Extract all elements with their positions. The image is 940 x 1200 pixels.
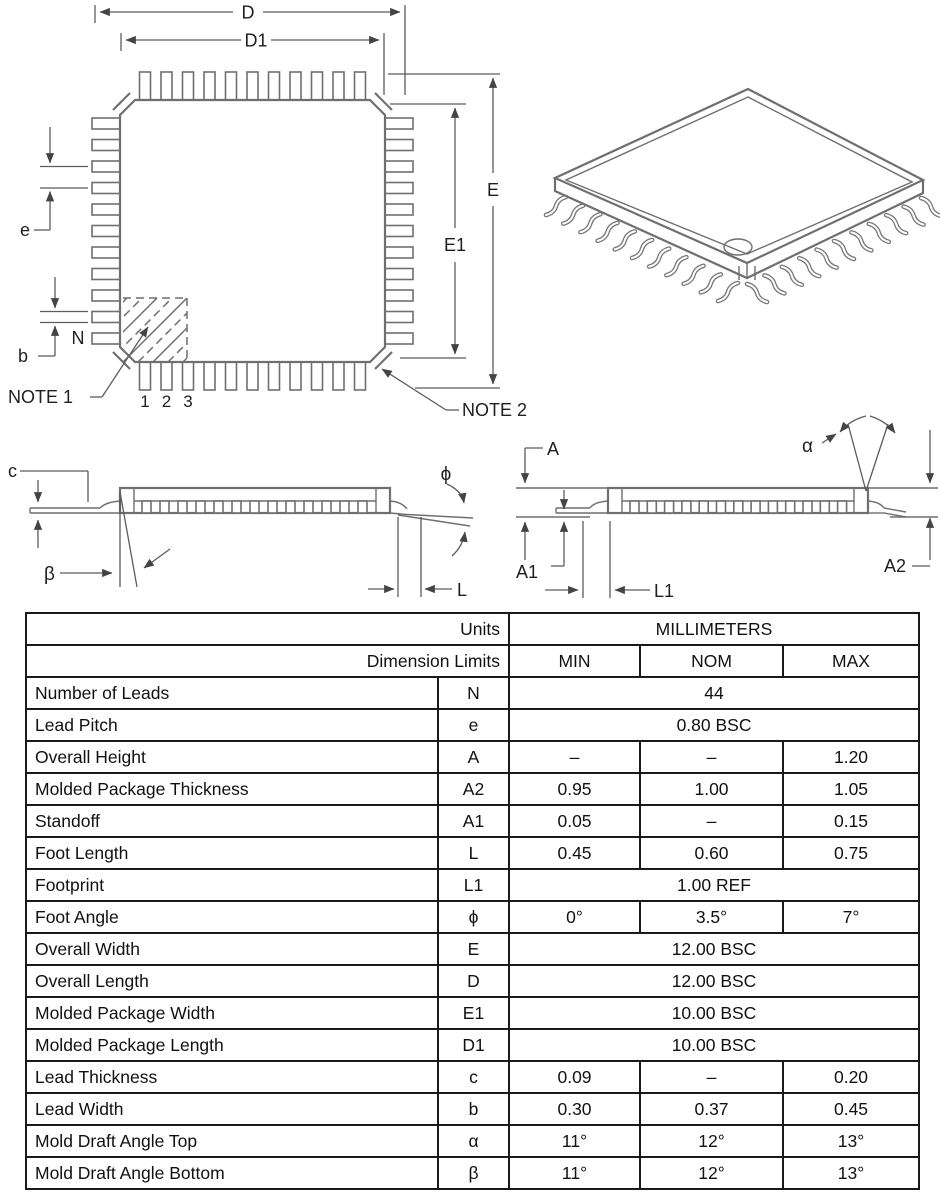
dim-label-alpha: α [802, 436, 813, 457]
lead-tab [768, 501, 777, 513]
lead-tab [340, 501, 349, 513]
hatch-line [183, 298, 247, 362]
dim-label-c: c [8, 461, 17, 481]
pin [204, 362, 215, 390]
lead-curve [868, 501, 884, 508]
pin1-number: 1 [140, 392, 150, 411]
dim-name: Mold Draft Angle Bottom [26, 1157, 438, 1189]
dimension-e-pitch [20, 127, 88, 240]
dim-symbol: E [438, 933, 509, 965]
pin [333, 72, 344, 100]
dim-nom: 0.37 [640, 1093, 783, 1125]
dim-min: 11° [509, 1157, 640, 1189]
table-row [26, 805, 919, 837]
dim-value: 10.00 BSC [509, 997, 919, 1029]
dim-max: 13° [783, 1157, 919, 1189]
pin [247, 362, 258, 390]
table-row [26, 1157, 919, 1189]
dim-nom: 1.00 [640, 773, 783, 805]
dimension-arc [840, 416, 866, 432]
pin [355, 362, 366, 390]
dim-symbol: A1 [438, 805, 509, 837]
dimension-alpha [802, 416, 895, 491]
col-min: MIN [509, 645, 640, 677]
dim-min: 0.09 [509, 1061, 640, 1093]
dim-value: 44 [509, 677, 919, 709]
dim-name: Molded Package Length [26, 1029, 438, 1061]
dim-label-L: L [457, 580, 468, 600]
lead-tab [682, 501, 691, 513]
pin [385, 183, 413, 194]
lead-tab [751, 501, 760, 513]
dim-name: Standoff [26, 805, 438, 837]
dim-label-b: b [18, 346, 29, 366]
pin [140, 362, 151, 390]
note2-label: NOTE 2 [462, 400, 528, 420]
pin-row-bottom [140, 362, 366, 390]
lead-tab [250, 501, 259, 513]
dim-symbol: β [438, 1157, 509, 1189]
dim-label-beta: β [44, 564, 55, 585]
dimension-table [25, 612, 920, 1190]
dim-min: – [509, 741, 640, 773]
pin [385, 333, 413, 344]
lead-tab [699, 501, 708, 513]
pin [385, 204, 413, 215]
pin [385, 161, 413, 172]
side-view-right [516, 416, 938, 601]
lead-tab [178, 501, 187, 513]
dimension-b [18, 277, 88, 366]
pin-n-label: N [71, 328, 85, 348]
dim-min: 0° [509, 901, 640, 933]
pin [385, 226, 413, 237]
lead-tab [665, 501, 674, 513]
dim-symbol: L [438, 837, 509, 869]
dim-symbol: D1 [438, 1029, 509, 1061]
dim-value: 0.80 BSC [509, 709, 919, 741]
dim-label-L1: L1 [654, 581, 675, 601]
dim-name: Mold Draft Angle Top [26, 1125, 438, 1157]
dim-name: Foot Length [26, 837, 438, 869]
dim-name: Lead Width [26, 1093, 438, 1125]
pin [385, 247, 413, 258]
lead-tab [786, 501, 795, 513]
pin [161, 72, 172, 100]
table-header-units [26, 613, 919, 645]
lead-tab [214, 501, 223, 513]
lead-tab [232, 501, 241, 513]
pin [183, 72, 194, 100]
lead-tab [838, 501, 847, 513]
pin [269, 72, 280, 100]
dim-symbol: α [438, 1125, 509, 1157]
pin-row-right [385, 118, 413, 344]
dim-name: Lead Thickness [26, 1061, 438, 1093]
dimension-c [8, 461, 88, 548]
side-view-left [8, 461, 473, 600]
lead-tab [820, 501, 829, 513]
dim-symbol: e [438, 709, 509, 741]
dimension-A [525, 439, 559, 560]
table-row [26, 1093, 919, 1125]
angle-slant-line [866, 424, 888, 491]
pin [92, 269, 120, 280]
pin [290, 72, 301, 100]
pin3-number: 3 [183, 392, 193, 411]
foot-top [884, 508, 906, 512]
dimension-A1 [516, 490, 564, 582]
dim-min: 11° [509, 1125, 640, 1157]
leader-arrow [382, 369, 446, 410]
note1-label: NOTE 1 [8, 387, 74, 407]
dim-name: Foot Angle [26, 901, 438, 933]
dim-max: 0.45 [783, 1093, 919, 1125]
pin [247, 72, 258, 100]
lead-tab [630, 501, 639, 513]
pin [183, 362, 194, 390]
table-row [26, 997, 919, 1029]
limits-label: Dimension Limits [26, 645, 509, 677]
table-row [26, 1061, 919, 1093]
dim-nom: – [640, 741, 783, 773]
dim-symbol: N [438, 677, 509, 709]
dim-min: 0.05 [509, 805, 640, 837]
isometric-view [546, 89, 940, 302]
dim-name: Footprint [26, 869, 438, 901]
pin-row-left [92, 118, 120, 344]
dim-name: Overall Height [26, 741, 438, 773]
lead-curve [100, 501, 120, 508]
pin [92, 333, 120, 344]
lead-tab [196, 501, 205, 513]
lead-tab [717, 501, 726, 513]
dim-symbol: b [438, 1093, 509, 1125]
pin [92, 161, 120, 172]
pin [92, 247, 120, 258]
dim-symbol: ϕ [438, 901, 509, 933]
pin [92, 290, 120, 301]
dimension-arc [452, 532, 465, 556]
dim-label-E: E [486, 180, 500, 200]
dim-label-D1: D1 [244, 30, 268, 51]
table-row [26, 933, 919, 965]
table-row [26, 1029, 919, 1061]
pin [226, 362, 237, 390]
dim-nom: 0.60 [640, 837, 783, 869]
note2-callout [382, 369, 527, 420]
dim-nom: 3.5° [640, 901, 783, 933]
pin [385, 312, 413, 323]
dimension-A2 [884, 430, 930, 576]
dim-name: Overall Length [26, 965, 438, 997]
dim-symbol: A2 [438, 773, 509, 805]
package-body-outline [120, 100, 385, 362]
hatch-line [153, 298, 217, 362]
dim-min: 0.45 [509, 837, 640, 869]
col-nom: NOM [640, 645, 783, 677]
dim-name: Lead Pitch [26, 709, 438, 741]
iso-top-face [555, 89, 923, 263]
pin [92, 226, 120, 237]
dim-max: 0.75 [783, 837, 919, 869]
dim-max: 7° [783, 901, 919, 933]
lead-tab [160, 501, 169, 513]
dimension-phi [441, 464, 465, 556]
pin1-index-hatch [63, 298, 247, 362]
dim-max: 0.20 [783, 1061, 919, 1093]
dim-symbol: c [438, 1061, 509, 1093]
dim-value: 10.00 BSC [509, 1029, 919, 1061]
pin [92, 204, 120, 215]
lead-tab [734, 501, 743, 513]
dim-symbol: E1 [438, 997, 509, 1029]
leader-arrow [822, 434, 836, 443]
table-row [26, 709, 919, 741]
pin [385, 140, 413, 151]
pin [92, 118, 120, 129]
pin [290, 362, 301, 390]
dim-label-A2: A2 [884, 556, 907, 576]
dimension-arc [870, 416, 895, 433]
dim-max: 13° [783, 1125, 919, 1157]
dim-nom: 12° [640, 1157, 783, 1189]
pin [385, 269, 413, 280]
pin [355, 72, 366, 100]
lead-tab [322, 501, 331, 513]
lead-tab [268, 501, 277, 513]
dimension-L [368, 517, 467, 600]
units-label: Units [26, 613, 509, 645]
pin [385, 290, 413, 301]
lead-tabs [630, 501, 847, 513]
pin [92, 183, 120, 194]
dim-nom: 12° [640, 1125, 783, 1157]
dim-max: 0.15 [783, 805, 919, 837]
table-row [26, 869, 919, 901]
dim-label-A: A [547, 439, 560, 459]
dim-value: 1.00 REF [509, 869, 919, 901]
pin [333, 362, 344, 390]
dim-nom: – [640, 805, 783, 837]
hatch-lines [63, 298, 247, 362]
table-row [26, 773, 919, 805]
pin [204, 72, 215, 100]
pin [92, 140, 120, 151]
dimension-arc [447, 484, 464, 503]
lead-tab [304, 501, 313, 513]
lead-tab [142, 501, 151, 513]
pin [226, 72, 237, 100]
pin [312, 362, 323, 390]
pin [161, 362, 172, 390]
table-row [26, 901, 919, 933]
pin [312, 72, 323, 100]
dim-name: Molded Package Thickness [26, 773, 438, 805]
angle-ref-line [848, 424, 866, 491]
iso-top-face-inner [566, 97, 912, 254]
dim-value: 12.00 BSC [509, 933, 919, 965]
table-row [26, 677, 919, 709]
pin2-number: 2 [161, 392, 172, 411]
dim-label-phi: ϕ [440, 464, 452, 485]
dim-min: 0.30 [509, 1093, 640, 1125]
dim-name: Molded Package Width [26, 997, 438, 1029]
dim-max: 1.05 [783, 773, 919, 805]
dim-label-E1: E1 [443, 235, 467, 255]
dim-name: Number of Leads [26, 677, 438, 709]
dim-symbol: L1 [438, 869, 509, 901]
dim-symbol: A [438, 741, 509, 773]
pin-row-top [140, 72, 366, 100]
table-row [26, 1125, 919, 1157]
dim-name: Overall Width [26, 933, 438, 965]
table-header-limits [26, 645, 919, 677]
table-row [26, 837, 919, 869]
dim-label-A1: A1 [516, 562, 539, 582]
pin [140, 72, 151, 100]
units-value: MILLIMETERS [509, 613, 919, 645]
dimension-arrow [144, 549, 170, 568]
dim-max: 1.20 [783, 741, 919, 773]
dim-min: 0.95 [509, 773, 640, 805]
dim-label-e: e [20, 220, 31, 240]
dim-symbol: D [438, 965, 509, 997]
lead-tabs [142, 501, 367, 513]
dim-nom: – [640, 1061, 783, 1093]
pin [385, 118, 413, 129]
top-view [8, 3, 527, 421]
lead-curve [590, 501, 608, 508]
table-row [26, 741, 919, 773]
lead-tab [358, 501, 367, 513]
col-max: MAX [783, 645, 919, 677]
lead-tab [286, 501, 295, 513]
lead-tab [647, 501, 656, 513]
lead-tab [803, 501, 812, 513]
table-row [26, 965, 919, 997]
lead-curve [390, 501, 407, 509]
dim-label-D: D [241, 2, 255, 23]
dim-value: 12.00 BSC [509, 965, 919, 997]
pin [92, 312, 120, 323]
pin [269, 362, 280, 390]
